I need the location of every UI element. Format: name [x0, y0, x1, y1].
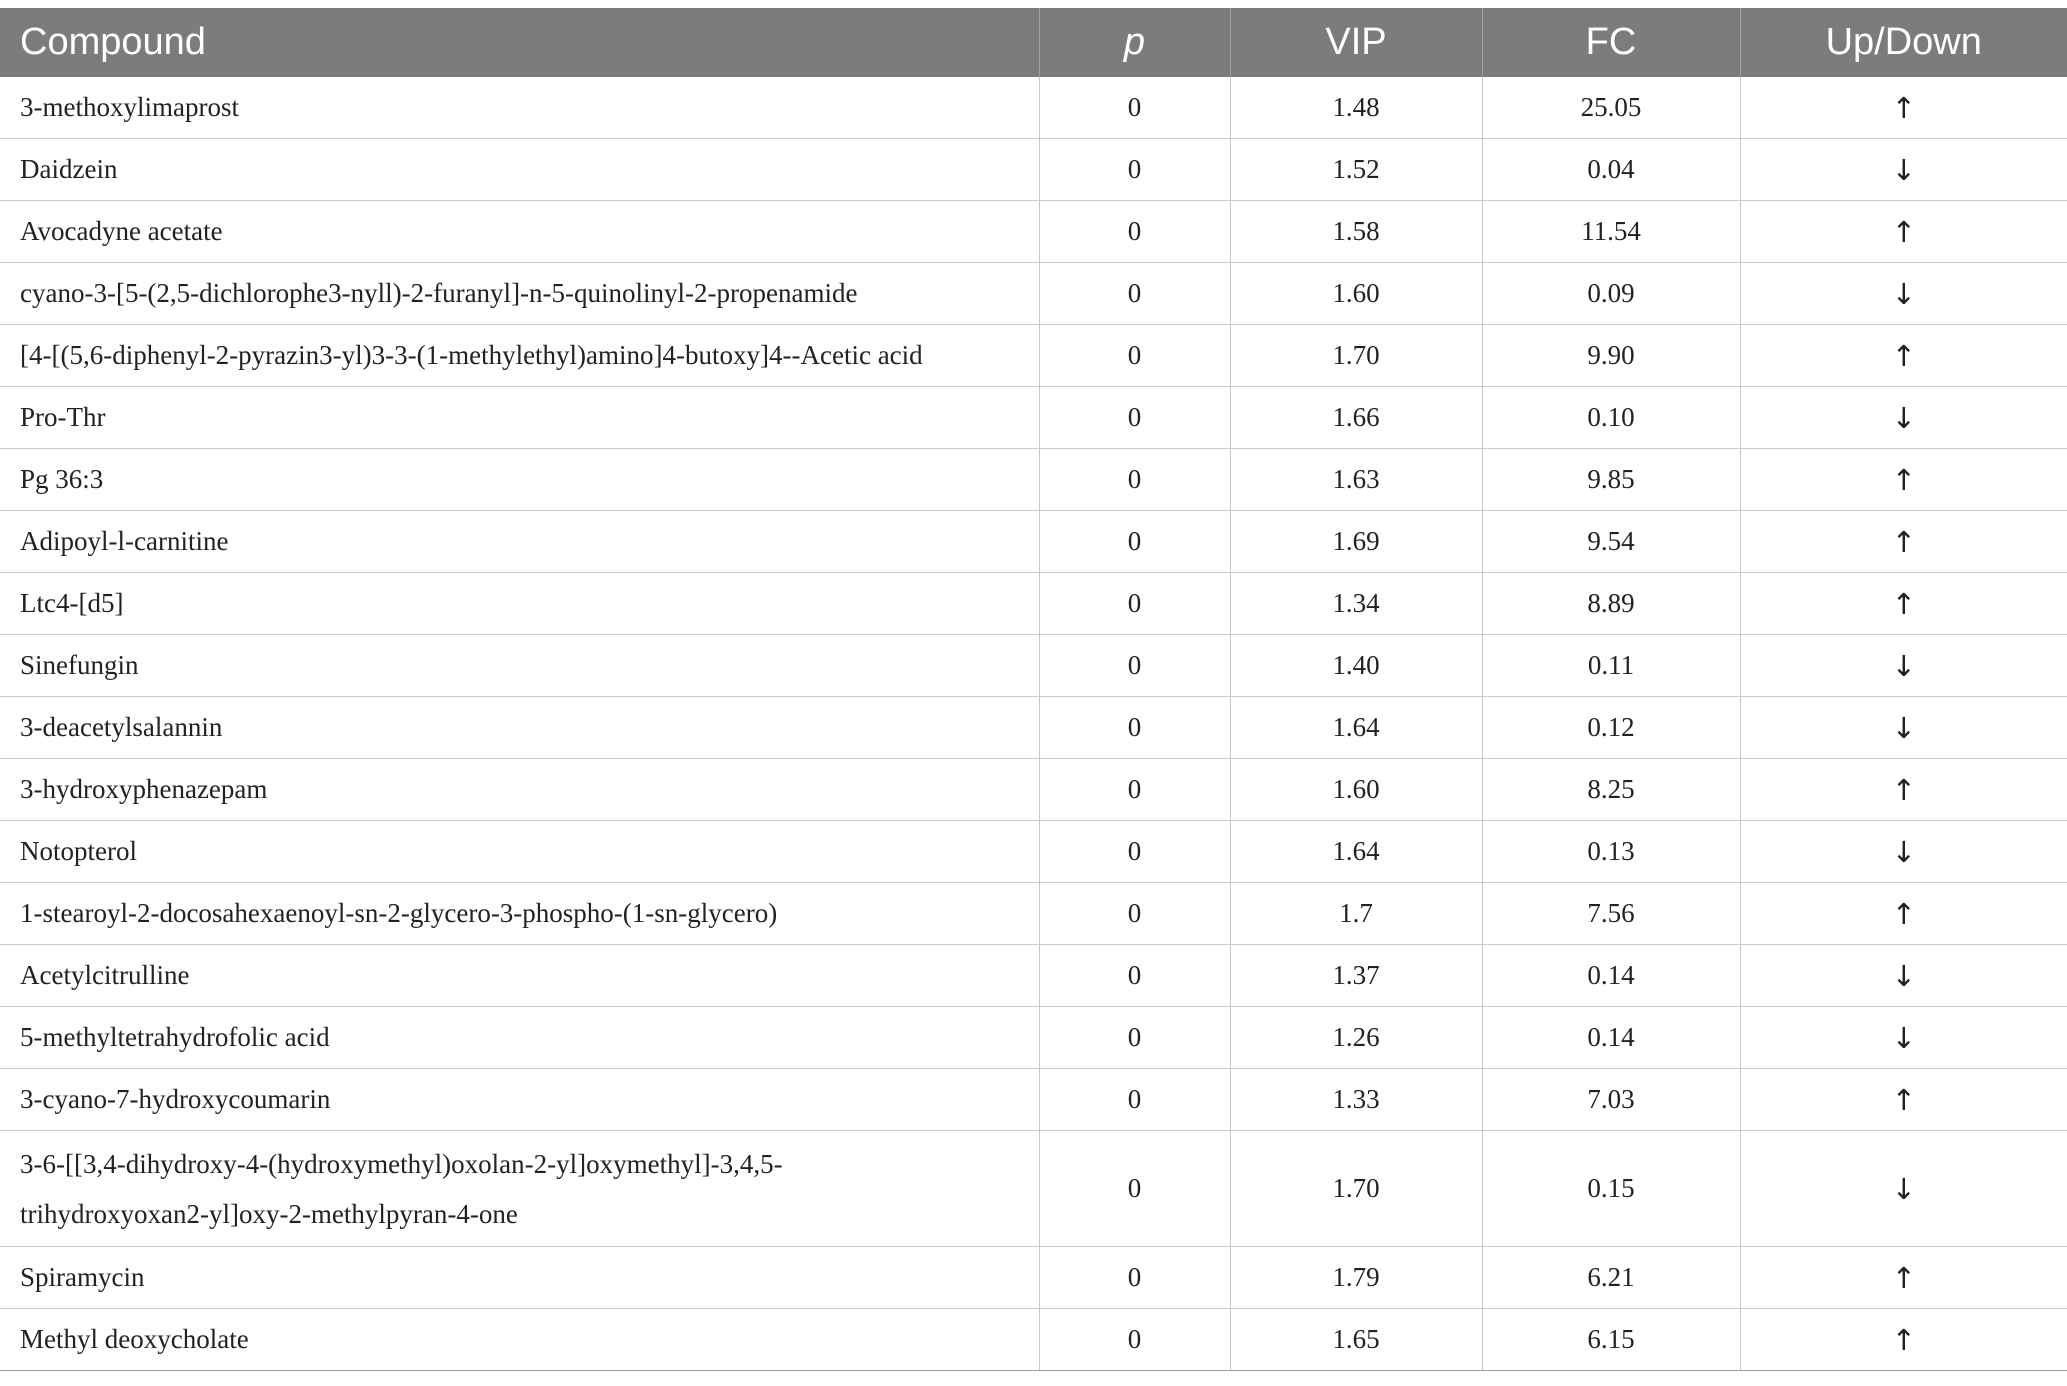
cell-vip: 1.60 — [1230, 759, 1482, 821]
cell-fc: 7.56 — [1482, 883, 1740, 945]
cell-p: 0 — [1039, 77, 1230, 139]
cell-p: 0 — [1039, 449, 1230, 511]
table-body — [0, 77, 2067, 1371]
table-row — [0, 387, 2067, 449]
cell-fc: 25.05 — [1482, 77, 1740, 139]
cell-vip: 1.63 — [1230, 449, 1482, 511]
cell-vip: 1.66 — [1230, 387, 1482, 449]
cell-compound — [0, 1131, 1039, 1247]
cell-fc: 0.13 — [1482, 821, 1740, 883]
cell-compound: 3-cyano-7-hydroxycoumarin — [0, 1069, 1039, 1131]
cell-compound: Daidzein — [0, 139, 1039, 201]
cell-vip: 1.7 — [1230, 883, 1482, 945]
cell-p: 0 — [1039, 1069, 1230, 1131]
cell-fc: 6.21 — [1482, 1247, 1740, 1309]
cell-p: 0 — [1039, 759, 1230, 821]
cell-fc: 0.11 — [1482, 635, 1740, 697]
cell-compound: Methyl deoxycholate — [0, 1309, 1039, 1371]
cell-fc: 8.25 — [1482, 759, 1740, 821]
cell-direction: ↓ — [1740, 1007, 2067, 1069]
cell-direction: ↓ — [1740, 1131, 2067, 1247]
cell-fc: 9.85 — [1482, 449, 1740, 511]
header-compound: Compound — [0, 8, 1039, 77]
cell-fc: 7.03 — [1482, 1069, 1740, 1131]
compound-table — [0, 8, 2067, 1371]
table-row — [0, 573, 2067, 635]
cell-vip: 1.52 — [1230, 139, 1482, 201]
cell-p: 0 — [1039, 387, 1230, 449]
table-row — [0, 511, 2067, 573]
table-row — [0, 77, 2067, 139]
table-row — [0, 759, 2067, 821]
cell-fc: 6.15 — [1482, 1309, 1740, 1371]
header-vip: VIP — [1230, 8, 1482, 77]
cell-direction: ↑ — [1740, 883, 2067, 945]
cell-direction: ↓ — [1740, 821, 2067, 883]
table-row — [0, 1007, 2067, 1069]
cell-vip: 1.58 — [1230, 201, 1482, 263]
table-row — [0, 263, 2067, 325]
cell-p: 0 — [1039, 1309, 1230, 1371]
cell-vip: 1.69 — [1230, 511, 1482, 573]
cell-direction: ↑ — [1740, 759, 2067, 821]
header-p: p — [1039, 8, 1230, 77]
cell-p: 0 — [1039, 139, 1230, 201]
cell-vip: 1.70 — [1230, 325, 1482, 387]
cell-vip: 1.64 — [1230, 697, 1482, 759]
table-row — [0, 945, 2067, 1007]
cell-p: 0 — [1039, 945, 1230, 1007]
table-row — [0, 821, 2067, 883]
cell-vip: 1.34 — [1230, 573, 1482, 635]
cell-direction: ↑ — [1740, 1247, 2067, 1309]
cell-compound: 3-hydroxyphenazepam — [0, 759, 1039, 821]
cell-compound: Avocadyne acetate — [0, 201, 1039, 263]
cell-direction: ↓ — [1740, 697, 2067, 759]
cell-fc: 0.14 — [1482, 945, 1740, 1007]
header-row — [0, 8, 2067, 77]
cell-compound: Pg 36:3 — [0, 449, 1039, 511]
cell-fc: 0.09 — [1482, 263, 1740, 325]
cell-p: 0 — [1039, 511, 1230, 573]
cell-vip: 1.65 — [1230, 1309, 1482, 1371]
cell-p: 0 — [1039, 883, 1230, 945]
cell-fc: 9.54 — [1482, 511, 1740, 573]
cell-direction: ↓ — [1740, 635, 2067, 697]
header-fc: FC — [1482, 8, 1740, 77]
cell-vip: 1.33 — [1230, 1069, 1482, 1131]
cell-fc: 0.04 — [1482, 139, 1740, 201]
table-row — [0, 325, 2067, 387]
cell-fc: 0.14 — [1482, 1007, 1740, 1069]
table-row — [0, 449, 2067, 511]
header-updown: Up/Down — [1740, 8, 2067, 77]
cell-direction: ↑ — [1740, 449, 2067, 511]
cell-direction: ↓ — [1740, 945, 2067, 1007]
compound-line-1: 3-6-[[3,4-dihydroxy-4-(hydroxymethyl)oxolan-2-yl]oxymethyl]-3,4,5- — [20, 1148, 783, 1179]
cell-direction: ↑ — [1740, 77, 2067, 139]
cell-vip: 1.26 — [1230, 1007, 1482, 1069]
cell-vip: 1.70 — [1230, 1131, 1482, 1247]
table-container — [0, 8, 2067, 1371]
cell-p: 0 — [1039, 1247, 1230, 1309]
cell-p: 0 — [1039, 325, 1230, 387]
cell-p: 0 — [1039, 1131, 1230, 1247]
cell-vip: 1.60 — [1230, 263, 1482, 325]
cell-compound: [4-[(5,6-diphenyl-2-pyrazin3-yl)3-3-(1-methylethyl)amino]4-butoxy]4--Acetic acid — [0, 325, 1039, 387]
cell-compound: Sinefungin — [0, 635, 1039, 697]
cell-fc: 0.12 — [1482, 697, 1740, 759]
cell-compound: cyano-3-[5-(2,5-dichlorophe3-nyll)-2-furanyl]-n-5-quinolinyl-2-propenamide — [0, 263, 1039, 325]
cell-p: 0 — [1039, 201, 1230, 263]
cell-p: 0 — [1039, 697, 1230, 759]
cell-p: 0 — [1039, 821, 1230, 883]
table-row — [0, 1069, 2067, 1131]
table-header — [0, 8, 2067, 77]
cell-direction: ↓ — [1740, 387, 2067, 449]
cell-p: 0 — [1039, 1007, 1230, 1069]
cell-direction: ↑ — [1740, 573, 2067, 635]
cell-direction: ↑ — [1740, 1069, 2067, 1131]
cell-vip: 1.37 — [1230, 945, 1482, 1007]
table-row — [0, 635, 2067, 697]
cell-compound: Adipoyl-l-carnitine — [0, 511, 1039, 573]
cell-compound: 5-methyltetrahydrofolic acid — [0, 1007, 1039, 1069]
cell-fc: 9.90 — [1482, 325, 1740, 387]
cell-direction: ↑ — [1740, 325, 2067, 387]
compound-line-2: trihydroxyoxan2-yl]oxy-2-methylpyran-4-one — [20, 1198, 518, 1229]
cell-compound: Spiramycin — [0, 1247, 1039, 1309]
cell-vip: 1.64 — [1230, 821, 1482, 883]
cell-direction: ↑ — [1740, 511, 2067, 573]
table-row — [0, 1131, 2067, 1247]
cell-compound: 1-stearoyl-2-docosahexaenoyl-sn-2-glycero-3-phospho-(1-sn-glycero) — [0, 883, 1039, 945]
table-row — [0, 883, 2067, 945]
cell-compound: 3-deacetylsalannin — [0, 697, 1039, 759]
cell-p: 0 — [1039, 635, 1230, 697]
cell-compound: Notopterol — [0, 821, 1039, 883]
cell-vip: 1.48 — [1230, 77, 1482, 139]
table-row — [0, 201, 2067, 263]
cell-direction: ↑ — [1740, 201, 2067, 263]
cell-compound: Pro-Thr — [0, 387, 1039, 449]
table-row — [0, 139, 2067, 201]
table-row — [0, 697, 2067, 759]
cell-vip: 1.40 — [1230, 635, 1482, 697]
table-row — [0, 1247, 2067, 1309]
cell-p: 0 — [1039, 263, 1230, 325]
cell-compound: Ltc4-[d5] — [0, 573, 1039, 635]
cell-compound: 3-methoxylimaprost — [0, 77, 1039, 139]
cell-fc: 8.89 — [1482, 573, 1740, 635]
table-row — [0, 1309, 2067, 1371]
cell-fc: 11.54 — [1482, 201, 1740, 263]
cell-direction: ↑ — [1740, 1309, 2067, 1371]
cell-vip: 1.79 — [1230, 1247, 1482, 1309]
cell-compound: Acetylcitrulline — [0, 945, 1039, 1007]
cell-direction: ↓ — [1740, 139, 2067, 201]
cell-p: 0 — [1039, 573, 1230, 635]
cell-fc: 0.10 — [1482, 387, 1740, 449]
cell-fc: 0.15 — [1482, 1131, 1740, 1247]
cell-direction: ↓ — [1740, 263, 2067, 325]
